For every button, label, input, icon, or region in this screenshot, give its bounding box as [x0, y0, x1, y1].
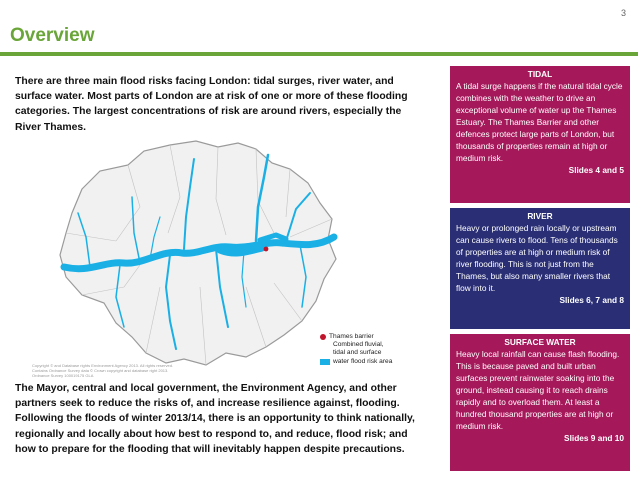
page-title: Overview [10, 25, 95, 46]
legend-barrier-label: Thames barrier [329, 333, 374, 340]
thames-barrier-marker [264, 247, 269, 252]
legend-area-line-2: tidal and surface [333, 349, 382, 357]
tidal-body: A tidal surge happens if the natural tidal cycle combines with the weather to drive an exceptional volume of water up the Thames Estuary. The Thames Barrier and other defences protect large parts of London, but thousands of properties remain at high or medium risk. [456, 80, 623, 163]
river-box [450, 208, 630, 329]
page-number: 3 [620, 8, 626, 18]
legend-area-line-1: Combined fluvial, [333, 341, 384, 349]
intro-paragraph: There are three main flood risks facing London: tidal surges, river water, and surface water. Most parts of London are at risk of one or more of these flooding categories. The largest concentrations of risk are around rivers, especially the River Thames. [15, 76, 408, 133]
river-body: Heavy or prolonged rain locally or upstream can cause rivers to flood. Tens of thousands of properties are at high or medium risk of river flooding. This is not just from the Thames, but also many smaller rivers that flow into it. [456, 222, 618, 293]
surface-water-slides-ref: Slides 9 and 10 [564, 432, 624, 443]
legend-area-line-3: water flood risk area [333, 357, 393, 365]
tidal-heading: TIDAL [527, 69, 553, 79]
river-slides-ref: Slides 6, 7 and 8 [559, 294, 624, 305]
river-heading: RIVER [527, 211, 553, 221]
map-legend [320, 333, 392, 366]
london-flood-map [20, 137, 430, 377]
title-rule [0, 52, 638, 56]
closing-paragraph: The Mayor, central and local government, the Environment Agency, and other partners seek to reduce the risks of, and increase resilience against, flooding. Following the floods of winter 2013/14, there is an opportunity to think nationally, regionally and locally about how best to respond to, and reduce, flood risk; and how to prepare for the flooding that will inevitably happen despite precautions. [15, 383, 415, 455]
thames-barrier-legend-dot [320, 334, 326, 340]
map-credit: Copyright © and Database rights Environment Agency 2013. All rights reserved. Contains Ordnance Survey data © Crown copyright and database right 2013. Ordnance Survey 100019175 GLA [32, 363, 174, 378]
surface-water-heading: SURFACE WATER [504, 337, 576, 347]
flood-area-legend-swatch [320, 359, 330, 365]
tidal-box [450, 66, 630, 203]
surface-water-body: Heavy local rainfall can cause flash flooding. This is because paved and built urban surfaces prevent rainwater soaking into the ground, instead causing it to reach drains rapidly and to overload them. At least a hundred thousand properties are at high or medium risk. [456, 348, 620, 431]
surface-water-box [450, 334, 630, 471]
tidal-slides-ref: Slides 4 and 5 [568, 164, 624, 175]
